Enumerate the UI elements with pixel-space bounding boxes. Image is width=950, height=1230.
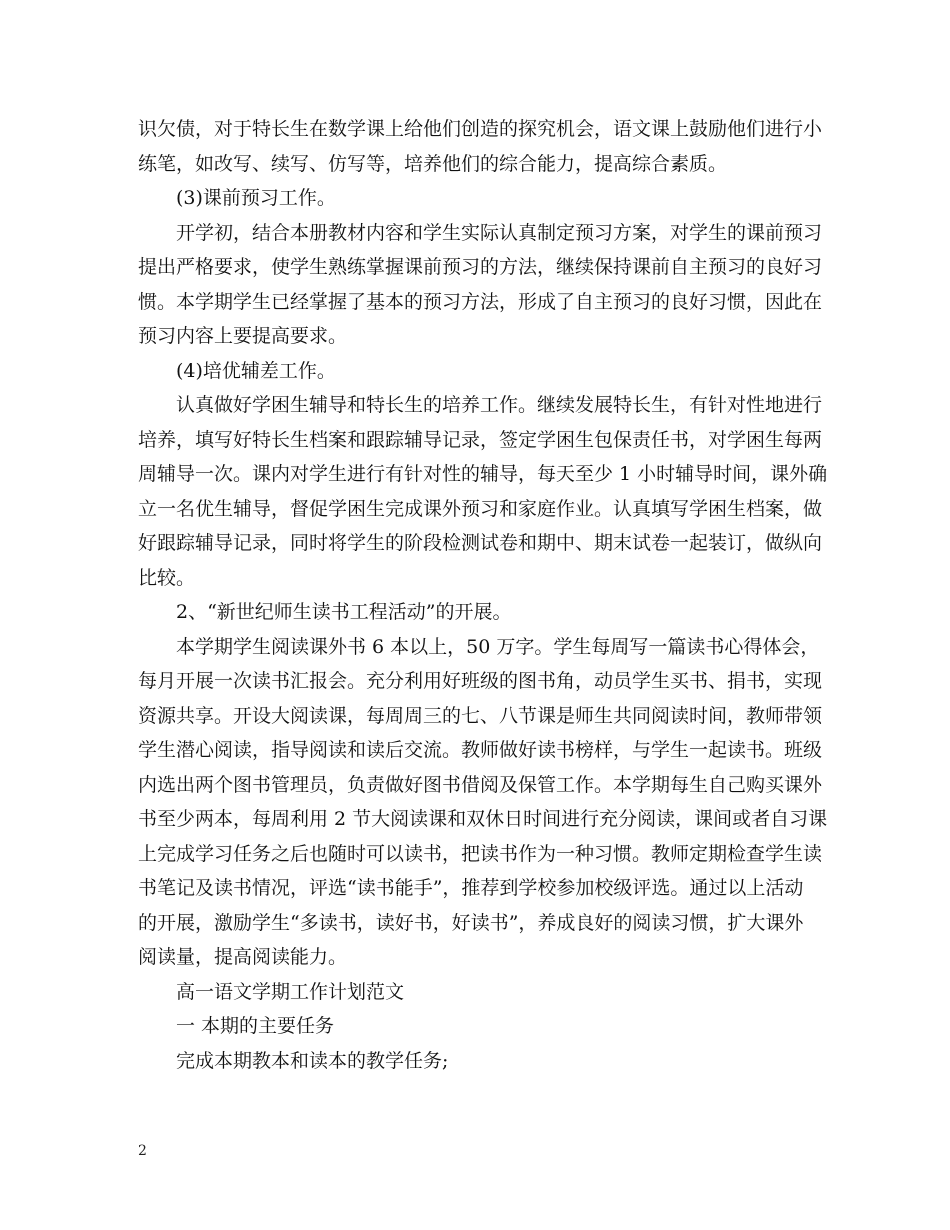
- text-line: 资源共享。开设大阅读课，每周周三的七、八节课是师生共同阅读时间，教师带领: [138, 704, 823, 727]
- paragraph-preview-work: [138, 216, 823, 354]
- text-line: 比较。: [138, 566, 196, 589]
- continuation-paragraph: [138, 112, 823, 181]
- paragraph-reading-project: [138, 630, 828, 975]
- text-line: 认真做好学困生辅导和特长生的培养工作。继续发展特长生，有针对性地进行: [176, 394, 823, 416]
- text-line: 提出严格要求，使学生熟练掌握课前预习的方法，继续保持课前自主预习的良好习: [138, 256, 823, 278]
- text-line: 周辅导一次。课内对学生进行有针对性的辅导，每天至少 1 小时辅导时间，课外确: [138, 463, 828, 485]
- text-line: 惯。本学期学生已经掌握了基本的预习方法，形成了自主预习的良好习惯，因此在: [138, 290, 823, 313]
- text-line: 的开展，激励学生“多读书，读好书，好读书”，养成良好的阅读习惯，扩大课外: [138, 911, 804, 934]
- text-line: 预习内容上要提高要求。: [138, 325, 348, 347]
- text-line: 内选出两个图书管理员，负责做好图书借阅及保管工作。本学期每生自己购买课外: [138, 773, 823, 796]
- text-line: 立一名优生辅导，督促学困生完成课外预习和家庭作业。认真填写学困生档案，做: [138, 497, 823, 520]
- section-heading-preview-work: (3)课前预习工作。: [176, 187, 336, 209]
- section-heading-main-tasks: 一 本期的主要任务: [176, 1015, 335, 1037]
- section-heading-reading-project: 2、“新世纪师生读书工程活动”的开展。: [176, 601, 512, 623]
- text-line: 练笔，如改写、续写、仿写等，培养他们的综合能力，提高综合素质。: [138, 152, 728, 175]
- text-line: 识欠债，对于特长生在数学课上给他们创造的探究机会，语文课上鼓励他们进行小: [138, 118, 823, 140]
- text-line: 学生潜心阅读，指导阅读和读后交流。教师做好读书榜样，与学生一起读书。班级: [138, 739, 823, 761]
- section-heading-tutoring-work: (4)培优辅差工作。: [176, 359, 336, 382]
- paragraph-tutoring-work: [138, 388, 828, 595]
- text-line: 书笔记及读书情况，评选“读书能手”，推荐到学校参加校级评选。通过以上活动: [138, 877, 804, 899]
- document-body: [138, 112, 828, 1078]
- text-line: 每月开展一次读书汇报会。充分利用好班级的图书角，动员学生买书、捐书，实现: [138, 670, 823, 692]
- text-line: 本学期学生阅读课外书 6 本以上，50 万字。学生每周写一篇读书心得体会，: [176, 635, 820, 658]
- text-line: 阅读量，提高阅读能力。: [138, 946, 348, 968]
- page-number: 2: [138, 1143, 147, 1159]
- task-item: 完成本期教本和读本的教学任务;: [176, 1049, 449, 1072]
- text-line: 好跟踪辅导记录，同时将学生的阶段检测试卷和期中、期末试卷一起装订，做纵向: [138, 532, 823, 554]
- document-subtitle: 高一语文学期工作计划范文: [176, 980, 405, 1003]
- text-line: 开学初，结合本册教材内容和学生实际认真制定预习方案，对学生的课前预习: [176, 221, 823, 244]
- text-line: 书至少两本，每周利用 2 节大阅读课和双休日时间进行充分阅读，课间或者自习课: [138, 808, 828, 830]
- text-line: 培养，填写好特长生档案和跟踪辅导记录，签定学困生包保责任书，对学困生每两: [138, 428, 823, 451]
- text-line: 上完成学习任务之后也随时可以读书，把读书作为一种习惯。教师定期检查学生读: [138, 842, 823, 865]
